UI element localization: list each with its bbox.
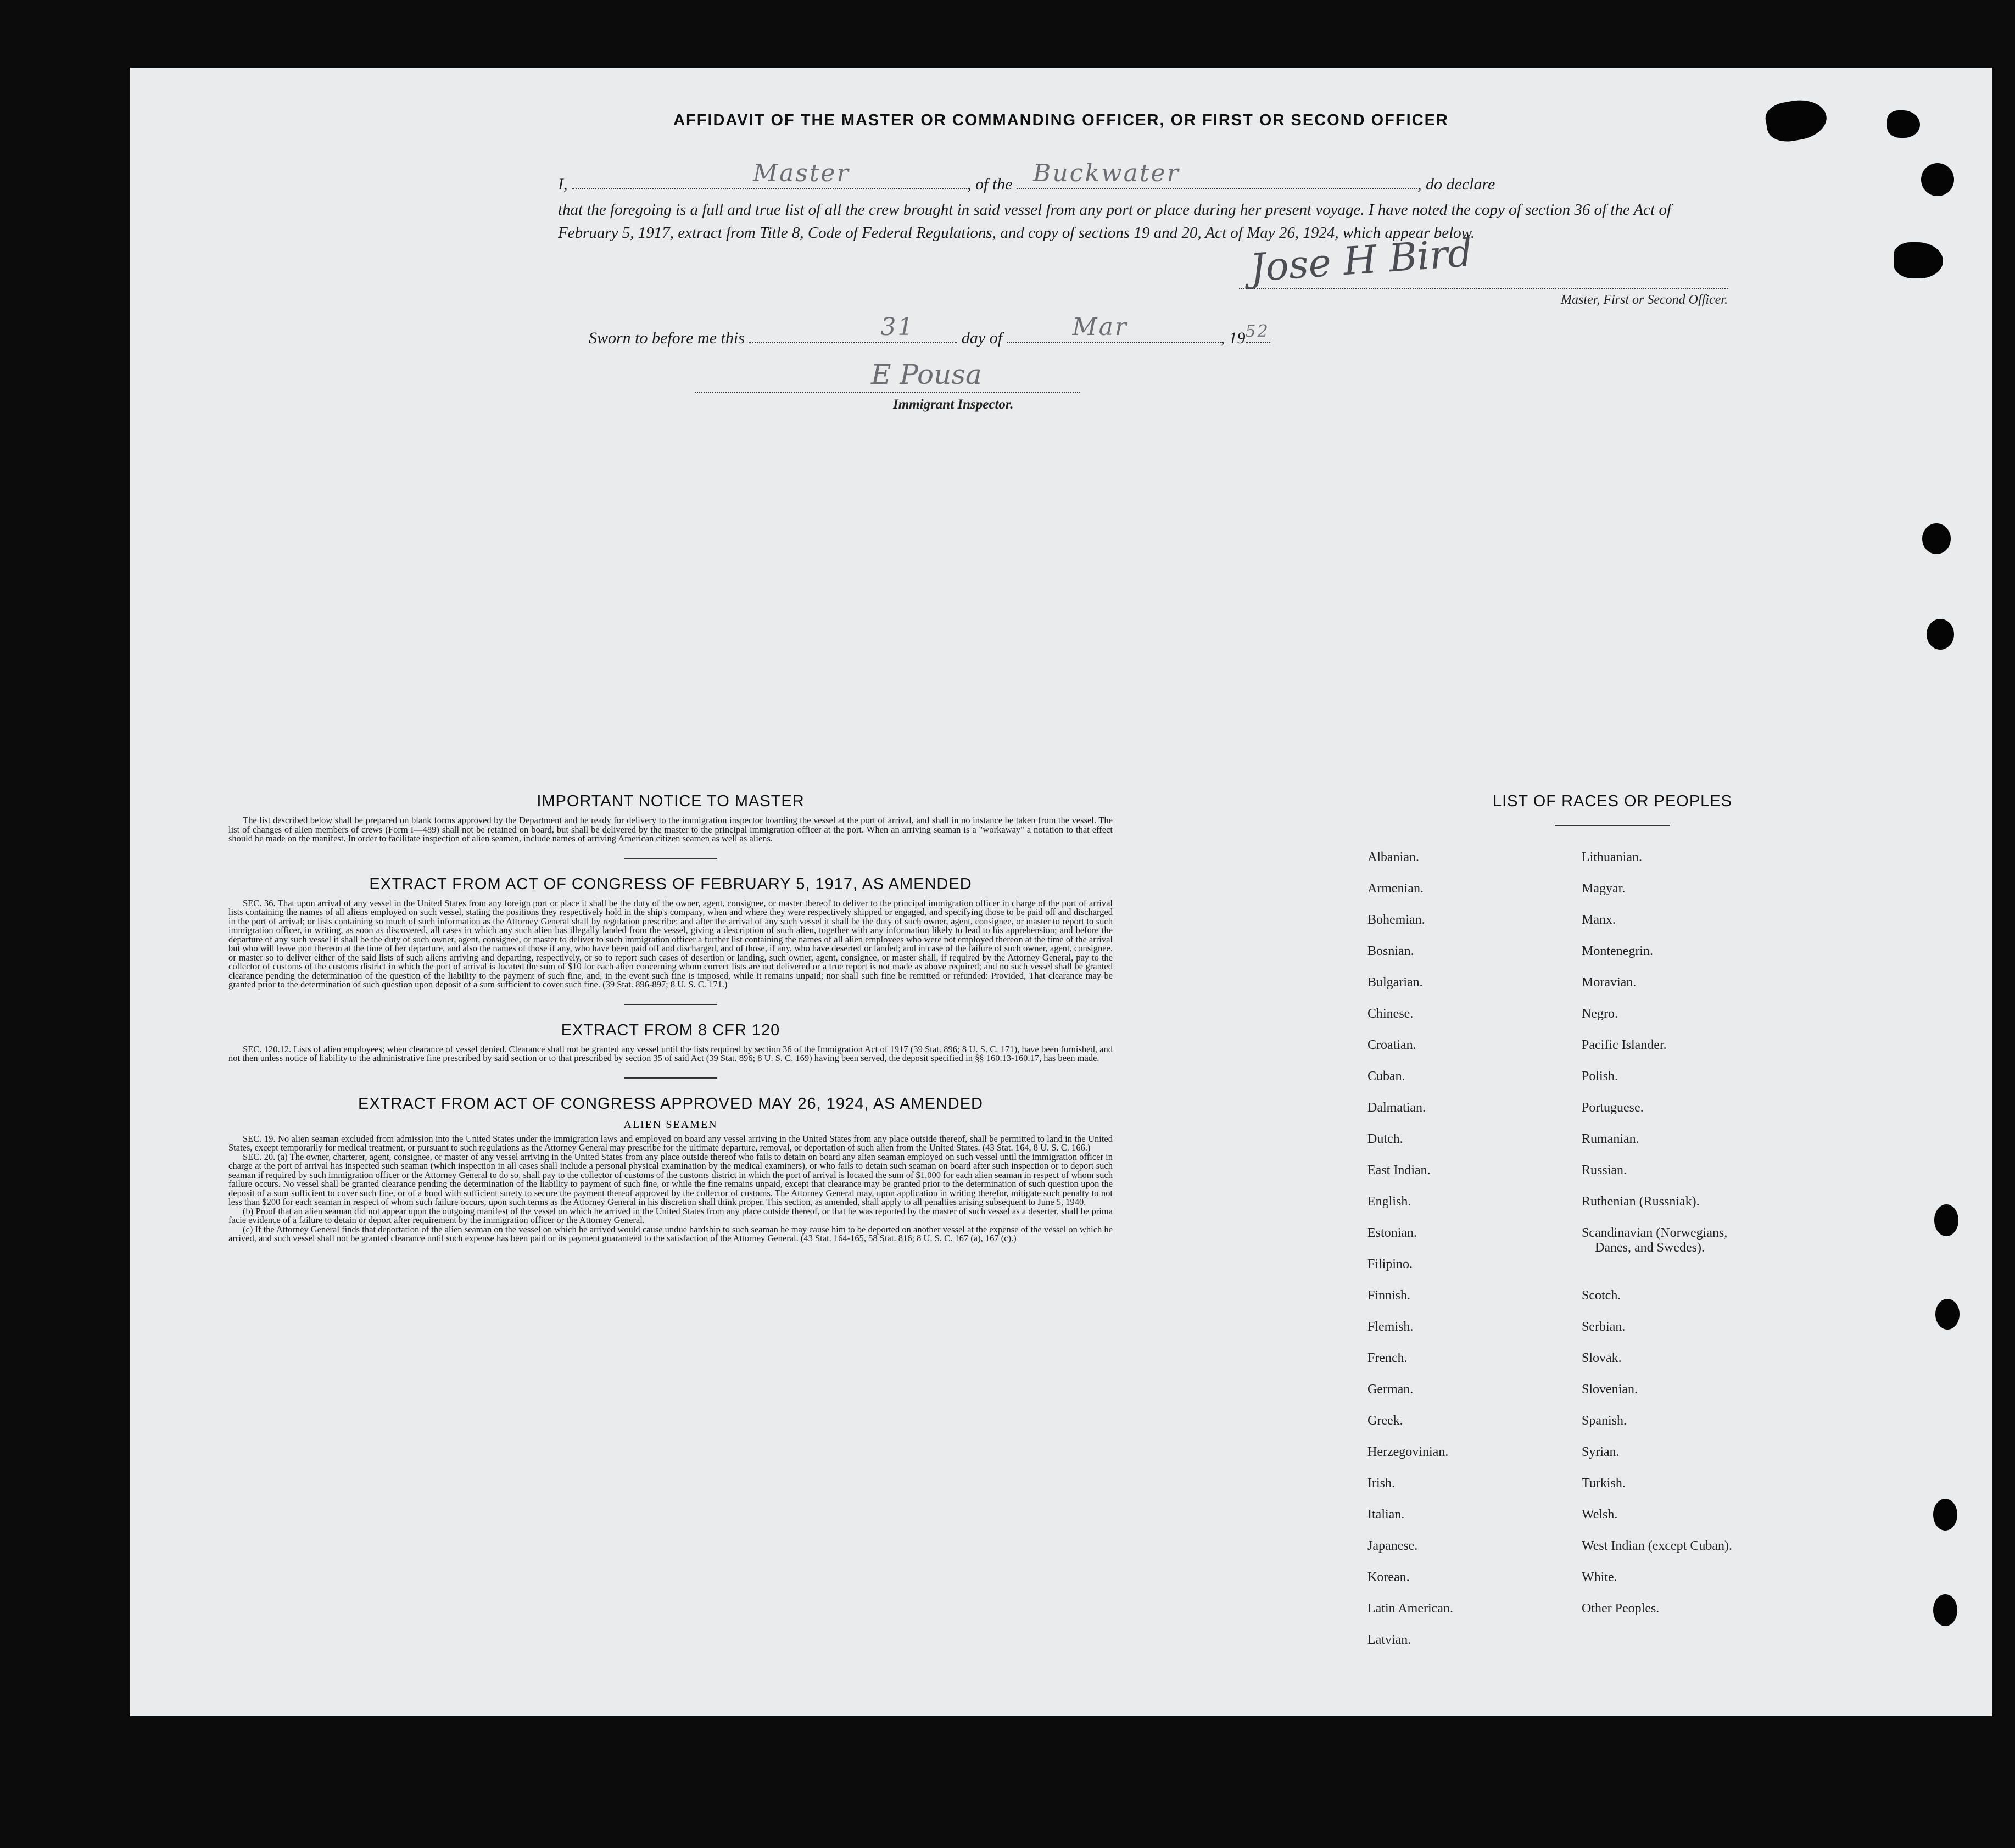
- race-item: East Indian.: [1367, 1163, 1431, 1177]
- race-item: Welsh.: [1582, 1508, 1618, 1522]
- race-item: Lithuanian.: [1582, 850, 1642, 864]
- extract-cfr-title: EXTRACT FROM 8 CFR 120: [561, 1021, 780, 1039]
- race-item: Chinese.: [1367, 1007, 1414, 1021]
- race-item: Bohemian.: [1367, 913, 1425, 927]
- race-item: Finnish.: [1367, 1288, 1411, 1303]
- divider: [624, 1004, 717, 1005]
- year-prefix: , 19: [1220, 329, 1246, 347]
- races-list: [1338, 792, 1887, 1647]
- damage-mark: [1887, 110, 1920, 138]
- race-item-line: Scandinavian (Norwegians,: [1582, 1226, 1728, 1240]
- race-item: Flemish.: [1367, 1320, 1414, 1334]
- sec-20c-text: (c) If the Attorney General finds that deportation of the alien seaman on the vessel on which he arrived would cause undue hardship to such seaman he may cause him to be deported on another vessel at the expense of the vessel on which he arrived, and such vessel shall not be granted clearance until such expense has been paid or its payment guaranteed to the satisfaction of the Attorney General. (43 Stat. 164-165, 58 Stat. 816; 8 U. S. C. 167 (a), 167 (c).): [228, 1224, 1113, 1243]
- races-column-1: [1367, 850, 1453, 1664]
- race-item: Bulgarian.: [1367, 975, 1423, 990]
- race-item: Portuguese.: [1582, 1101, 1644, 1115]
- master-signature-caption: Master, First or Second Officer.: [1561, 293, 1728, 307]
- race-item: Rumanian.: [1582, 1132, 1639, 1146]
- race-item: Korean.: [1367, 1570, 1410, 1584]
- race-item: Bosnian.: [1367, 944, 1414, 958]
- inspector-signature-line: [695, 392, 1080, 393]
- notice-title: IMPORTANT NOTICE TO MASTER: [537, 792, 805, 810]
- race-item-line: Danes, and Swedes).: [1595, 1241, 1705, 1255]
- race-item: Greek.: [1367, 1414, 1403, 1428]
- declaration-line: [558, 159, 1722, 194]
- races-column-2: [1582, 850, 1732, 1633]
- month-field: [1007, 313, 1221, 343]
- sec-19-text: SEC. 19. No alien seaman excluded from admission into the United States under the immigration laws and employed on board any vessel arriving in the United States from any place outside thereof, shall be permitted to land in the United States, except temporarily for medical treatment, or pursuant to such regulations as the Attorney General may prescribe for the ultimate departure, removal, or deportation of such alien from the United States. (43 Stat. 164, 8 U. S. C. 166.): [228, 1133, 1113, 1153]
- race-item: Estonian.: [1367, 1226, 1417, 1240]
- race-item: Dalmatian.: [1367, 1101, 1426, 1115]
- vessel-handwritten: Buckwater: [1033, 159, 1180, 187]
- race-item: Armenian.: [1367, 881, 1424, 896]
- race-item: Albanian.: [1367, 850, 1419, 864]
- inspector-caption: Immigrant Inspector.: [893, 397, 1014, 412]
- race-item: Scotch.: [1582, 1288, 1621, 1303]
- race-item: Pacific Islander.: [1582, 1038, 1667, 1052]
- year-handwritten: 52: [1245, 322, 1270, 341]
- race-item: Croatian.: [1367, 1038, 1416, 1052]
- notice-text: The list described below shall be prepared on blank forms approved by the Department and be ready for delivery to the immigration inspector boarding the vessel at the port of arrival, and shall in no instance be taken from the vessel. The list of changes of alien members of crews (Form I—489) shall not be retained on board, but shall be delivered by the master to the principal immigration officer at the port. When an arriving seaman is a "workaway" a notation to that effect should be made on the manifest. In order to facilitate inspection of alien seamen, include names of arriving American citizen seamen as well as aliens.: [228, 815, 1113, 844]
- race-item: Other Peoples.: [1582, 1601, 1660, 1616]
- race-item: Latvian.: [1367, 1633, 1411, 1647]
- inspector-signature-block: [695, 359, 1080, 425]
- race-item: Irish.: [1367, 1476, 1395, 1490]
- races-title: LIST OF RACES OR PEOPLES: [1492, 792, 1733, 810]
- day-handwritten: 31: [880, 313, 915, 341]
- race-item: Manx.: [1582, 913, 1616, 927]
- extract-1917-title: EXTRACT FROM ACT OF CONGRESS OF FEBRUARY 5, 1917, AS AMENDED: [369, 875, 972, 893]
- sworn-line: [589, 313, 1270, 348]
- sec-20a-text: SEC. 20. (a) The owner, charterer, agent, consignee, or master of any vessel arriving in the United States from any place outside thereof who fails to detain on board any alien seaman employed on such vessel until the immigration officer in charge at the port of arrival has inspected such seaman (which inspection in all cases shall include a personal physical examination by the medical examiners), or who fails to detain such seaman on board after such inspection or to deport such seaman if required by such immigration officer or the Attorney General to do so, shall pay to the collector of customs of the customs district in which the port of arrival is located the sum of $1,000 for each alien seaman in respect of whom such failure occurs. No vessel shall be granted clearance pending the determination of the liability to payment of such fine, or while the fine remains unpaid, except that clearance may be granted prior to the determination of such question upon the deposit of a sum sufficient to cover such fine, or of a bond with sufficient surety to secure the payment thereof approved by the collector of customs. The Attorney General may, upon application in writing therefor, mitigate such penalty to not less than $200 for each seaman in respect of whom such failure occurs, upon such terms as the Attorney General in his discretion shall think proper. This section, as amended, shall apply to all penalties arising subsequent to June 5, 1940.: [228, 1151, 1113, 1207]
- damage-mark: [1763, 96, 1830, 145]
- declaration-prefix: I,: [558, 175, 568, 193]
- punch-hole: [1934, 1204, 1958, 1236]
- race-item: Negro.: [1582, 1007, 1618, 1021]
- do-declare-text: , do declare: [1417, 175, 1495, 193]
- race-item: English.: [1367, 1194, 1411, 1209]
- notices-column: [228, 792, 1113, 1243]
- race-item: White.: [1582, 1570, 1617, 1584]
- affidavit-page: [130, 68, 1992, 1716]
- race-item: Herzegovinian.: [1367, 1445, 1449, 1459]
- alien-seamen-subtitle: ALIEN SEAMEN: [623, 1118, 718, 1131]
- year-field: [1245, 322, 1270, 343]
- race-item: French.: [1367, 1351, 1408, 1365]
- race-item: Slovenian.: [1582, 1382, 1638, 1397]
- race-item: Latin American.: [1367, 1601, 1453, 1616]
- race-item: Spanish.: [1582, 1414, 1627, 1428]
- sec-20b-text: (b) Proof that an alien seaman did not appear upon the outgoing manifest of the vessel on which he arrived in the United States from any place outside thereof, or that he was reported by the master of such vessel as a deserter, shall be prima facie evidence of a failure to detain or deport after requirement by the immigration officer or the Attorney General.: [228, 1205, 1113, 1225]
- races-divider: [1555, 825, 1670, 826]
- race-item: Dutch.: [1367, 1132, 1403, 1146]
- race-item-scandinavian: [1582, 1226, 1732, 1288]
- race-item: Slovak.: [1582, 1351, 1622, 1365]
- race-item: Syrian.: [1582, 1445, 1620, 1459]
- officer-field: [572, 159, 967, 189]
- race-item: Ruthenian (Russniak).: [1582, 1194, 1700, 1209]
- race-item: Magyar.: [1582, 881, 1626, 896]
- race-item: Moravian.: [1582, 975, 1637, 990]
- race-item: Polish.: [1582, 1069, 1618, 1084]
- inspector-signature: E Pousa: [871, 359, 982, 390]
- race-item: Cuban.: [1367, 1069, 1405, 1084]
- officer-handwritten: Master: [753, 159, 850, 187]
- race-item: Japanese.: [1367, 1539, 1418, 1553]
- race-item: German.: [1367, 1382, 1414, 1397]
- race-item: West Indian (except Cuban).: [1582, 1539, 1732, 1553]
- master-signature-block: [1239, 230, 1728, 326]
- day-of-text: day of: [961, 329, 1003, 347]
- sworn-prefix: Sworn to before me this: [589, 329, 745, 347]
- extract-1924-title: EXTRACT FROM ACT OF CONGRESS APPROVED MAY 26, 1924, AS AMENDED: [358, 1095, 983, 1113]
- punch-hole: [1933, 1594, 1957, 1626]
- divider: [624, 1077, 717, 1079]
- extract-cfr-text: SEC. 120.12. Lists of alien employees; when clearance of vessel denied. Clearance shall not be granted any vessel until the lists required by section 36 of the Immigration Act of 1917 (39 Stat. 896; 8 U. S. C. 171), have been furnished, and not then unless notice of liability to the administrative fine prescribed by said section or to that prescribed by section 35 of said Act (39 Stat. 896; 8 U. S. C. 169) having been served, the deposit specified in §§ 160.13-160.17, has been made.: [228, 1043, 1113, 1063]
- punch-hole: [1933, 1499, 1957, 1531]
- signature-line: [1239, 288, 1728, 289]
- punch-hole: [1935, 1299, 1960, 1330]
- damage-mark: [1894, 242, 1943, 278]
- race-item: Russian.: [1582, 1163, 1627, 1177]
- punch-hole: [1921, 163, 1954, 196]
- affidavit-title: AFFIDAVIT OF THE MASTER OR COMMANDING OFFICER, OR FIRST OR SECOND OFFICER: [673, 111, 1449, 129]
- punch-hole: [1922, 523, 1951, 554]
- divider: [624, 858, 717, 859]
- race-item: Turkish.: [1582, 1476, 1626, 1490]
- race-item: Serbian.: [1582, 1320, 1626, 1334]
- declaration-body: that the foregoing is a full and true list of all the crew brought in said vessel from any port or place during her present voyage. I have noted the copy of section 36 of the Act of February 5, 1917, extract from Title 8, Code of Federal Regulations, and copy of sections 19 and 20, Act of May 26, 1924, which appear below.: [558, 201, 1672, 242]
- extract-1917-text: SEC. 36. That upon arrival of any vessel in the United States from any foreign port or place it shall be the duty of the owner, agent, consignee, or master thereof to deliver to the principal immigration officer in charge of the port of arrival lists containing the names of all aliens employed on such vessel, stating the positions they respectively hold in the ship's company, when and where they were respectively shipped or engaged, and specifying those to be paid off and discharged in the port of arrival; or lists containing so much of such information as the Attorney General shall by regulation prescribe; and after the arrival of any such vessel it shall be the duty of such owner, agent, consignee, or master to report to such immigration officer, in writing, as soon as discovered, all cases in which any such alien has illegally landed from the vessel, giving a description of such alien, together with any information likely to lead to his apprehension; and before the departure of any such vessel it shall be the duty of such owner, agent, consignee, or master to deliver to such immigration officer a further list containing the names of all alien employees who were not employed thereon at the time of the arrival but who will leave port thereon at the time of her departure, and also the names of those if any, who have been paid off and discharged, and of those, if any, who have deserted or landed; and in case of the failure of such owner, agent, consignee, or master so to deliver either of the said lists of such aliens arriving and departing, respectively, or so to report such cases of desertion or landing, such owner, agent, consignee, or master shall, if required by the Attorney General, pay to the collector of customs of the customs district in which the port of arrival is located the sum of $10 for each alien concerning whom correct lists are not delivered or a true report is not made as above required; and no such vessel shall be granted clearance pending the determination of the question of the liability to the payment of such fine, and, in the event such fine is imposed, while it remains unpaid; nor shall such fine be remitted or refunded: Provided, That clearance may be granted prior to the determination of such question upon deposit of a sum sufficient to cover such fine. (39 Stat. 896-897; 8 U. S. C. 171.): [228, 897, 1113, 990]
- race-item: Filipino.: [1367, 1257, 1413, 1271]
- vessel-field: [1017, 159, 1417, 189]
- of-the-text: , of the: [967, 175, 1013, 193]
- punch-hole: [1927, 619, 1954, 650]
- race-item: Italian.: [1367, 1508, 1405, 1522]
- master-signature: Jose H Bird: [1248, 230, 1474, 291]
- month-handwritten: Mar: [1072, 313, 1128, 341]
- race-item: Montenegrin.: [1582, 944, 1653, 958]
- day-field: [749, 313, 957, 343]
